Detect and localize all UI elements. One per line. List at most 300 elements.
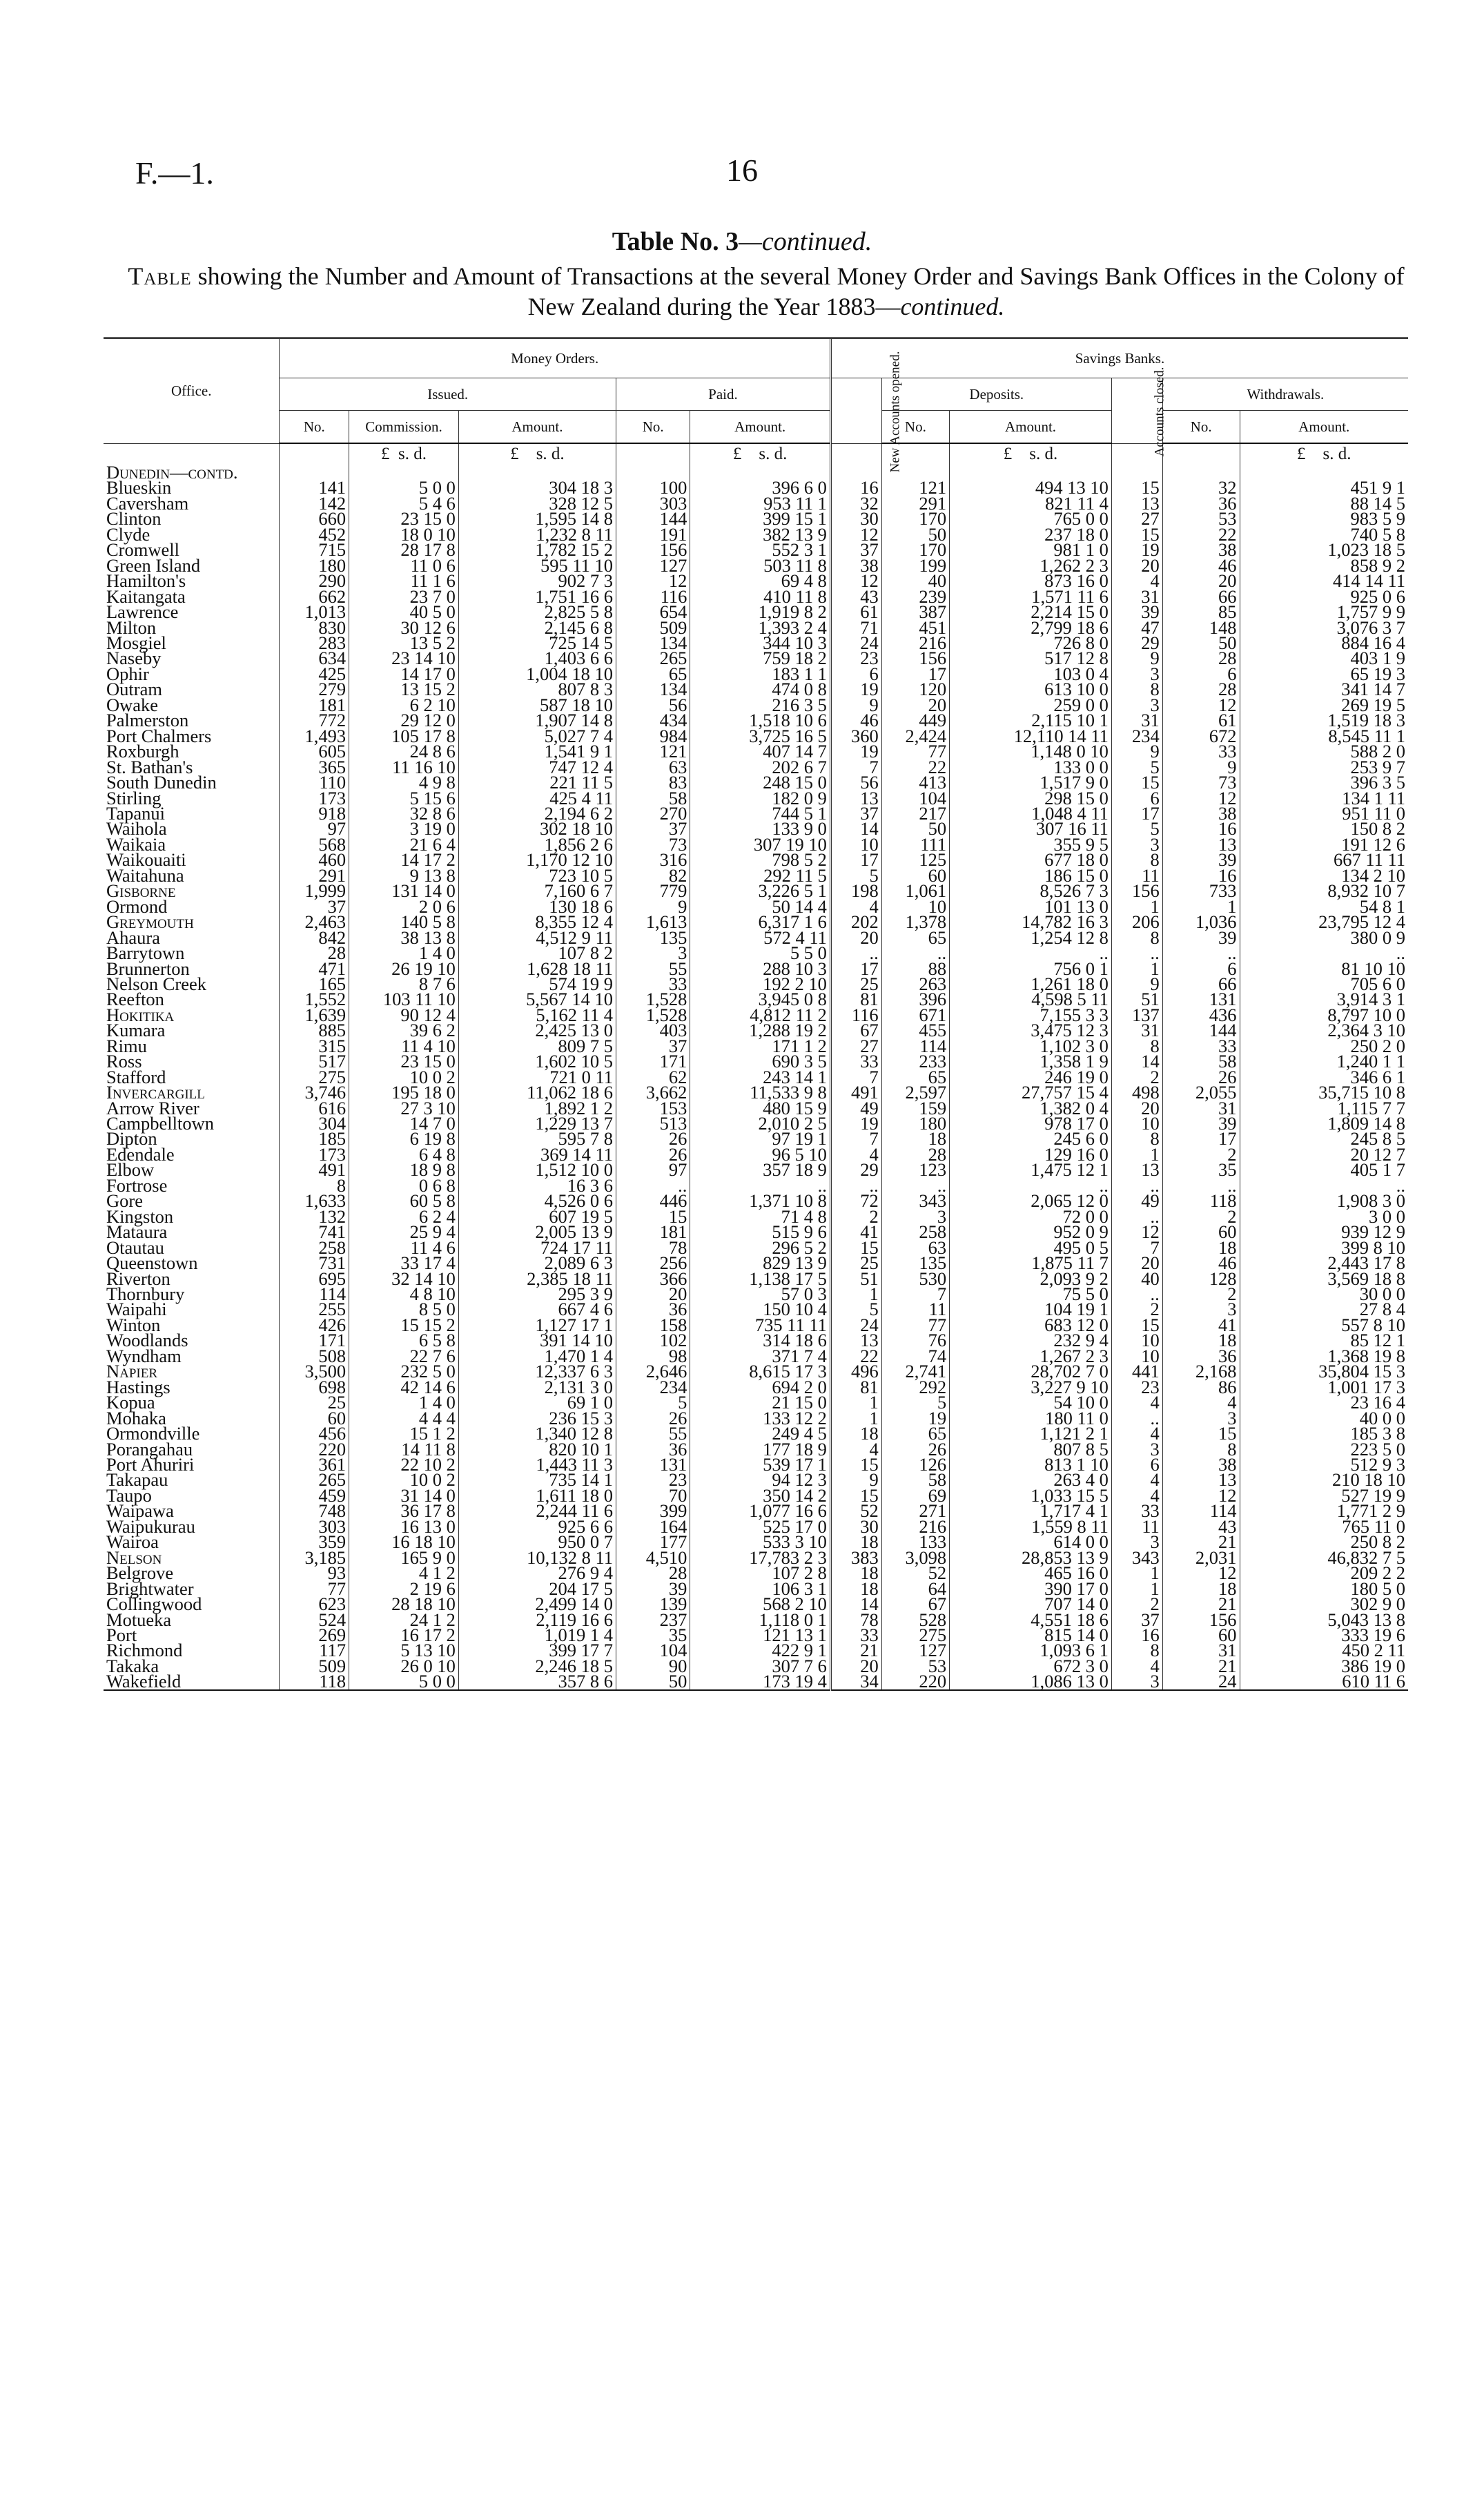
withdrawals-amount-cell: 3,076 3 7 xyxy=(1240,620,1408,635)
office-name: Gore xyxy=(106,1190,143,1212)
commission-cell: 5 4 6 xyxy=(349,496,459,511)
new-accounts-cell: 72 xyxy=(830,1193,881,1208)
paid-amount-cell: 744 5 1 xyxy=(690,806,831,821)
paid-no-cell: 100 xyxy=(616,480,690,495)
withdrawals-no-cell: 8 xyxy=(1162,1442,1240,1457)
commission-cell: 24 8 6 xyxy=(349,744,459,759)
new-accounts-cell: 38 xyxy=(830,558,881,573)
new-accounts-cell: 1 xyxy=(830,1411,881,1426)
paid-no-cell: 56 xyxy=(616,697,690,713)
paid-no-cell: 9 xyxy=(616,899,690,914)
paid-no-cell: 3 xyxy=(616,945,690,960)
paid-no-cell: 70 xyxy=(616,1488,690,1503)
accounts-closed-cell: 15 xyxy=(1111,480,1162,495)
paid-amount-cell: 121 13 1 xyxy=(690,1627,831,1642)
deposits-no-cell: 114 xyxy=(881,1038,949,1054)
new-accounts-cell: 20 xyxy=(830,930,881,945)
withdrawals-amount-cell: 3,569 18 8 xyxy=(1240,1271,1408,1286)
table-title-suffix: —continued. xyxy=(739,227,872,256)
deposits-no-cell: 120 xyxy=(881,681,949,697)
issued-amount-cell: 721 0 11 xyxy=(458,1069,616,1085)
accounts-closed-cell: 15 xyxy=(1111,775,1162,790)
paid-no-cell: 171 xyxy=(616,1054,690,1069)
paid-no-cell: 366 xyxy=(616,1271,690,1286)
new-accounts-cell: 78 xyxy=(830,1612,881,1627)
paid-no-cell: 144 xyxy=(616,511,690,526)
new-accounts-cell: 9 xyxy=(830,697,881,713)
issued-no-cell: 180 xyxy=(280,558,349,573)
deposits-no-cell: 396 xyxy=(881,991,949,1007)
withdrawals-no-cell: 53 xyxy=(1162,511,1240,526)
accounts-closed-cell: 13 xyxy=(1111,1162,1162,1177)
new-accounts-cell: 27 xyxy=(830,1038,881,1054)
office-name: Port Ahuriri xyxy=(106,1454,195,1475)
issued-amount-cell: 295 3 9 xyxy=(458,1286,616,1301)
withdrawals-amount-cell: 88 14 5 xyxy=(1240,496,1408,511)
new-accounts-header xyxy=(830,351,903,472)
issued-no-cell: 524 xyxy=(280,1612,349,1627)
deposits-amount-cell: 683 12 0 xyxy=(950,1317,1112,1332)
deposits-amount-cell: 465 16 0 xyxy=(950,1565,1112,1580)
withdrawals-no-cell: 21 xyxy=(1162,1534,1240,1549)
accounts-closed-cell: 10 xyxy=(1111,1116,1162,1131)
table-row xyxy=(104,1550,1408,1565)
paid-amount-cell: 539 17 1 xyxy=(690,1457,831,1472)
new-accounts-cell: 30 xyxy=(830,511,881,526)
withdrawals-amount-cell: 450 2 11 xyxy=(1240,1642,1408,1658)
accounts-closed-cell: 1 xyxy=(1111,1565,1162,1580)
withdrawals-amount-cell: 8,932 10 7 xyxy=(1240,883,1408,898)
accounts-closed-cell: 4 xyxy=(1111,1658,1162,1674)
paid-no-cell: 63 xyxy=(616,759,690,775)
office-name: Clyde xyxy=(106,523,150,545)
table-row xyxy=(104,791,1408,806)
table-row xyxy=(104,1085,1408,1100)
issued-amount-cell: 69 1 0 xyxy=(458,1395,616,1410)
deposits-amount-cell: 4,598 5 11 xyxy=(950,991,1112,1007)
deposits-no-cell: 74 xyxy=(881,1348,949,1364)
deposits-amount-cell: 54 10 0 xyxy=(950,1395,1112,1410)
new-accounts-cell: 9 xyxy=(830,1472,881,1487)
accounts-closed-cell: 8 xyxy=(1111,930,1162,945)
paid-no-cell: 37 xyxy=(616,1038,690,1054)
office-name: Greymouth xyxy=(106,911,194,933)
page-number: 16 xyxy=(726,153,758,188)
issued-amount-cell: 925 6 6 xyxy=(458,1519,616,1534)
office-name: South Dunedin xyxy=(106,772,217,793)
accounts-closed-cell: 4 xyxy=(1111,573,1162,588)
withdrawals-amount-cell: 884 16 4 xyxy=(1240,635,1408,650)
accounts-closed-cell: 17 xyxy=(1111,806,1162,821)
deposits-amount-cell: 3,227 9 10 xyxy=(950,1379,1112,1395)
issued-amount-cell: 1,628 18 11 xyxy=(458,961,616,976)
accounts-closed-cell: 29 xyxy=(1111,635,1162,650)
commission-cell: 14 7 0 xyxy=(349,1116,459,1131)
issued-amount-cell: 2,246 18 5 xyxy=(458,1658,616,1674)
new-accounts-cell: 17 xyxy=(830,961,881,976)
table-row xyxy=(104,650,1408,666)
commission-cell: 60 5 8 xyxy=(349,1193,459,1208)
withdrawals-no-cell: 66 xyxy=(1162,976,1240,991)
withdrawals-amount-cell: 2,443 17 8 xyxy=(1240,1255,1408,1270)
new-accounts-cell: 116 xyxy=(830,1007,881,1022)
paid-amount-cell: 1,118 0 1 xyxy=(690,1612,831,1627)
paid-amount-cell: 396 6 0 xyxy=(690,480,831,495)
accounts-closed-cell: 3 xyxy=(1111,666,1162,681)
table-row xyxy=(104,1519,1408,1534)
paid-no-cell: 1,528 xyxy=(616,1007,690,1022)
paid-no-cell: 36 xyxy=(616,1442,690,1457)
issued-amount-cell: 607 19 5 xyxy=(458,1209,616,1224)
commission-cell: 4 4 4 xyxy=(349,1411,459,1426)
paid-no-cell: 134 xyxy=(616,635,690,650)
deposits-no-cell: 156 xyxy=(881,650,949,666)
issued-amount-cell: 1,602 10 5 xyxy=(458,1054,616,1069)
new-accounts-cell: 23 xyxy=(830,650,881,666)
deposits-no-cell: 530 xyxy=(881,1271,949,1286)
withdrawals-no-cell: 1,036 xyxy=(1162,914,1240,929)
paid-no-cell: 135 xyxy=(616,930,690,945)
withdrawals-amount-cell: 253 9 7 xyxy=(1240,759,1408,775)
deposits-no-cell: 40 xyxy=(881,573,949,588)
table-title-text: Table No. 3 xyxy=(612,227,739,256)
deposits-no-cell: 10 xyxy=(881,899,949,914)
office-name: Lawrence xyxy=(106,601,179,623)
issued-amount-cell: 107 8 2 xyxy=(458,945,616,960)
commission-cell: 28 17 8 xyxy=(349,542,459,557)
new-accounts-cell: 360 xyxy=(830,728,881,744)
office-name: Port Chalmers xyxy=(106,725,212,746)
office-name: Kaitangata xyxy=(106,585,186,607)
issued-no-cell: 508 xyxy=(280,1348,349,1364)
paid-amount-cell: 69 4 8 xyxy=(690,573,831,588)
deposits-no-cell: 343 xyxy=(881,1193,949,1208)
deposits-amount-cell: 104 19 1 xyxy=(950,1301,1112,1317)
new-accounts-cell: 81 xyxy=(830,1379,881,1395)
issued-no-cell: 117 xyxy=(280,1642,349,1658)
issued-amount-cell: 1,127 17 1 xyxy=(458,1317,616,1332)
deposits-no-cell: 170 xyxy=(881,542,949,557)
withdrawals-no-cell: 85 xyxy=(1162,604,1240,619)
issued-amount-cell: 723 10 5 xyxy=(458,868,616,883)
paid-no-cell: 83 xyxy=(616,775,690,790)
withdrawals-amount-cell: 405 1 7 xyxy=(1240,1162,1408,1177)
paid-no-cell: 104 xyxy=(616,1642,690,1658)
withdrawals-no-cell: .. xyxy=(1162,1178,1240,1193)
table-caption xyxy=(117,261,1415,322)
paid-no-cell: 26 xyxy=(616,1131,690,1146)
new-accounts-cell: 1 xyxy=(830,1286,881,1301)
office-name: Green Island xyxy=(106,554,201,576)
withdrawals-no-cell: 3 xyxy=(1162,1301,1240,1317)
new-accounts-cell: 202 xyxy=(830,914,881,929)
withdrawals-no-cell: 156 xyxy=(1162,1612,1240,1627)
office-name: Caversham xyxy=(106,492,189,514)
issued-no-cell: 772 xyxy=(280,713,349,728)
issued-no-cell: 258 xyxy=(280,1240,349,1255)
new-accounts-cell: 21 xyxy=(830,1642,881,1658)
office-name: Stafford xyxy=(106,1066,166,1087)
withdrawals-amount-cell: 150 8 2 xyxy=(1240,821,1408,836)
new-accounts-cell: 19 xyxy=(830,1116,881,1131)
office-name: Wakefield xyxy=(106,1671,182,1692)
paid-amount-cell: 1,518 10 6 xyxy=(690,713,831,728)
new-accounts-cell: 13 xyxy=(830,1332,881,1348)
office-name: Brightwater xyxy=(106,1578,194,1599)
deposits-no-cell: 275 xyxy=(881,1627,949,1642)
paid-no-cell: 116 xyxy=(616,589,690,604)
issued-amount-cell: 16 3 6 xyxy=(458,1178,616,1193)
issued-no-cell: 165 xyxy=(280,976,349,991)
new-accounts-cell: 491 xyxy=(830,1085,881,1100)
paid-amount-cell: 307 19 10 xyxy=(690,837,831,852)
issued-no-cell: 715 xyxy=(280,542,349,557)
paid-amount-cell: 568 2 10 xyxy=(690,1596,831,1611)
paid-no-cell: 23 xyxy=(616,1472,690,1487)
issued-amount-cell: 1,019 1 4 xyxy=(458,1627,616,1642)
withdrawals-amount-cell: 35,715 10 8 xyxy=(1240,1085,1408,1100)
deposits-amount-cell: 245 6 0 xyxy=(950,1131,1112,1146)
commission-cell: 1 4 0 xyxy=(349,945,459,960)
paid-amount-cell: 314 18 6 xyxy=(690,1332,831,1348)
office-name: Waitahuna xyxy=(106,864,184,886)
paid-no-cell: 316 xyxy=(616,852,690,867)
withdrawals-amount-cell: 20 12 7 xyxy=(1240,1147,1408,1162)
commission-cell: 6 19 8 xyxy=(349,1131,459,1146)
deposits-no-cell: .. xyxy=(881,1178,949,1193)
office-name: Riverton xyxy=(106,1268,170,1289)
office-name: Mohaka xyxy=(106,1407,166,1428)
withdrawals-amount-cell: 341 14 7 xyxy=(1240,681,1408,697)
deposits-no-cell: 60 xyxy=(881,868,949,883)
new-accounts-cell: 198 xyxy=(830,883,881,898)
withdrawals-no-cell: 672 xyxy=(1162,728,1240,744)
commission-cell: 22 10 2 xyxy=(349,1457,459,1472)
new-accounts-cell: 1 xyxy=(830,1395,881,1410)
withdrawals-no-cell: 128 xyxy=(1162,1271,1240,1286)
issued-no-cell: 291 xyxy=(280,868,349,883)
deposits-amount-cell: 1,086 13 0 xyxy=(950,1674,1112,1689)
withdrawals-amount-cell: 396 3 5 xyxy=(1240,775,1408,790)
paid-no-cell: 12 xyxy=(616,573,690,588)
paid-amount-cell: 552 3 1 xyxy=(690,542,831,557)
withdrawals-amount-cell: 333 19 6 xyxy=(1240,1627,1408,1642)
deposits-no-cell: 111 xyxy=(881,837,949,852)
deposits-amount-cell: 1,261 18 0 xyxy=(950,976,1112,991)
deposits-no-cell: 77 xyxy=(881,1317,949,1332)
office-name: Ormond xyxy=(106,895,168,917)
new-accounts-cell: 18 xyxy=(830,1581,881,1596)
deposits-amount-cell: 1,048 4 11 xyxy=(950,806,1112,821)
paid-amount-cell: 410 11 8 xyxy=(690,589,831,604)
issued-amount-cell: 820 10 1 xyxy=(458,1442,616,1457)
accounts-closed-header xyxy=(1111,367,1167,456)
deposits-no-cell: 170 xyxy=(881,511,949,526)
issued-no-cell: 220 xyxy=(280,1442,349,1457)
withdrawals-amount-cell: 858 9 2 xyxy=(1240,558,1408,573)
paid-no-cell: 2,646 xyxy=(616,1364,690,1379)
withdrawals-no-cell: 12 xyxy=(1162,697,1240,713)
office-name: Ahaura xyxy=(106,927,160,948)
office-name: Fortrose xyxy=(106,1174,168,1196)
deposits-no-cell: 2,741 xyxy=(881,1364,949,1379)
withdrawals-no-cell: 35 xyxy=(1162,1162,1240,1177)
commission-cell: 31 14 0 xyxy=(349,1488,459,1503)
issued-no-cell: 93 xyxy=(280,1565,349,1580)
commission-cell: 11 16 10 xyxy=(349,759,459,775)
accounts-closed-cell: 4 xyxy=(1111,1395,1162,1410)
commission-cell: 40 5 0 xyxy=(349,604,459,619)
deposits-amount-cell: 672 3 0 xyxy=(950,1658,1112,1674)
office-name: Stirling xyxy=(106,787,162,808)
issued-amount-cell: 667 4 6 xyxy=(458,1301,616,1317)
commission-cell: 10 0 2 xyxy=(349,1472,459,1487)
issued-no-cell: 185 xyxy=(280,1131,349,1146)
table-row xyxy=(104,589,1408,604)
accounts-closed-cell: 10 xyxy=(1111,1332,1162,1348)
table-row xyxy=(104,1209,1408,1224)
withdrawals-no-cell: 4 xyxy=(1162,1395,1240,1410)
office-name: Wyndham xyxy=(106,1345,182,1366)
deposits-no-cell: 291 xyxy=(881,496,949,511)
withdrawals-no-cell: 28 xyxy=(1162,681,1240,697)
withdrawals-no-cell: 33 xyxy=(1162,1038,1240,1054)
withdrawals-no-cell: 46 xyxy=(1162,558,1240,573)
accounts-closed-cell: 31 xyxy=(1111,1022,1162,1038)
commission-cell: 42 14 6 xyxy=(349,1379,459,1395)
paid-no-cell: 33 xyxy=(616,976,690,991)
paid-no-cell: 158 xyxy=(616,1317,690,1332)
withdrawals-no-cell: 61 xyxy=(1162,713,1240,728)
issued-no-cell: 77 xyxy=(280,1581,349,1596)
paid-amount-cell: 71 4 8 xyxy=(690,1209,831,1224)
commission-cell: 14 17 0 xyxy=(349,666,459,681)
office-name: Dipton xyxy=(106,1128,157,1150)
office-name: Takaka xyxy=(106,1655,159,1676)
issued-no-cell: 605 xyxy=(280,744,349,759)
table-row xyxy=(104,945,1408,960)
accounts-closed-cell: 2 xyxy=(1111,1301,1162,1317)
withdrawals-amount-header: Amount. xyxy=(1240,411,1408,444)
accounts-closed-cell: 20 xyxy=(1111,558,1162,573)
withdrawals-no-cell: 436 xyxy=(1162,1007,1240,1022)
accounts-closed-cell: 4 xyxy=(1111,1426,1162,1441)
issued-no-cell: 471 xyxy=(280,961,349,976)
deposits-no-cell: 64 xyxy=(881,1581,949,1596)
issued-amount-cell: 5,567 14 10 xyxy=(458,991,616,1007)
issued-amount-cell: 130 18 6 xyxy=(458,899,616,914)
issued-no-cell: 452 xyxy=(280,527,349,542)
deposits-amount-cell: 707 14 0 xyxy=(950,1596,1112,1611)
deposits-no-cell: 1,378 xyxy=(881,914,949,929)
office-name: Collingwood xyxy=(106,1593,202,1615)
issued-amount-cell: 276 9 4 xyxy=(458,1565,616,1580)
paid-no-cell: 97 xyxy=(616,1162,690,1177)
withdrawals-no-cell: 46 xyxy=(1162,1255,1240,1270)
office-name: Thornbury xyxy=(106,1283,185,1305)
paid-no-cell: 39 xyxy=(616,1581,690,1596)
deposits-no-cell: 455 xyxy=(881,1022,949,1038)
withdrawals-amount-cell: .. xyxy=(1240,945,1408,960)
deposits-no-cell: 5 xyxy=(881,1395,949,1410)
table-row xyxy=(104,1364,1408,1379)
table-row xyxy=(104,1642,1408,1658)
withdrawals-no-header: No. xyxy=(1162,411,1240,444)
withdrawals-amount-cell: 588 2 0 xyxy=(1240,744,1408,759)
accounts-closed-cell: 2 xyxy=(1111,1069,1162,1085)
accounts-closed-cell: 20 xyxy=(1111,1255,1162,1270)
office-name: Otautau xyxy=(106,1237,164,1258)
withdrawals-no-cell: 17 xyxy=(1162,1131,1240,1146)
issued-amount-cell: 1,232 8 11 xyxy=(458,527,616,542)
withdrawals-amount-cell: 512 9 3 xyxy=(1240,1457,1408,1472)
issued-amount-cell: 1,892 1 2 xyxy=(458,1101,616,1116)
paid-amount-cell: 474 0 8 xyxy=(690,681,831,697)
issued-no-cell: 28 xyxy=(280,945,349,960)
office-name: Outram xyxy=(106,679,162,700)
issued-no-cell: 616 xyxy=(280,1101,349,1116)
table-row xyxy=(104,511,1408,526)
deposits-amount-cell: 28,702 7 0 xyxy=(950,1364,1112,1379)
issued-amount-cell: 809 7 5 xyxy=(458,1038,616,1054)
paid-no-cell: 270 xyxy=(616,806,690,821)
deposits-amount-cell: 390 17 0 xyxy=(950,1581,1112,1596)
withdrawals-amount-cell: .. xyxy=(1240,1178,1408,1193)
withdrawals-no-cell: 39 xyxy=(1162,930,1240,945)
deposits-amount-cell: 14,782 16 3 xyxy=(950,914,1112,929)
issued-no-cell: 142 xyxy=(280,496,349,511)
deposits-amount-cell: 952 0 9 xyxy=(950,1224,1112,1239)
commission-cell: 33 17 4 xyxy=(349,1255,459,1270)
paid-amount-cell: 3,226 5 1 xyxy=(690,883,831,898)
table-row xyxy=(104,573,1408,588)
paid-amount-cell: 192 2 10 xyxy=(690,976,831,991)
office-column-header: Office. xyxy=(104,338,280,444)
withdrawals-amount-cell: 1,908 3 0 xyxy=(1240,1193,1408,1208)
issued-amount-cell: 574 19 9 xyxy=(458,976,616,991)
new-accounts-cell: .. xyxy=(830,1178,881,1193)
issued-no-cell: 695 xyxy=(280,1271,349,1286)
new-accounts-cell: 41 xyxy=(830,1224,881,1239)
issued-amount-cell: 1,340 12 8 xyxy=(458,1426,616,1441)
withdrawals-no-cell: 66 xyxy=(1162,589,1240,604)
new-accounts-cell: 19 xyxy=(830,681,881,697)
withdrawals-no-cell: 60 xyxy=(1162,1627,1240,1642)
accounts-closed-cell: 15 xyxy=(1111,527,1162,542)
paid-no-cell: .. xyxy=(616,1178,690,1193)
deposits-no-cell: 180 xyxy=(881,1116,949,1131)
deposits-no-cell: 220 xyxy=(881,1674,949,1689)
office-name: Hamilton's xyxy=(106,570,186,592)
withdrawals-no-cell: 18 xyxy=(1162,1332,1240,1348)
paid-no-cell: 55 xyxy=(616,961,690,976)
table-row xyxy=(104,1612,1408,1627)
issued-no-cell: 173 xyxy=(280,1147,349,1162)
paid-no-cell: 156 xyxy=(616,542,690,557)
withdrawals-no-cell: 32 xyxy=(1162,480,1240,495)
paid-amount-cell: 4,812 11 2 xyxy=(690,1007,831,1022)
withdrawals-amount-cell: 1,771 2 9 xyxy=(1240,1503,1408,1518)
table-row xyxy=(104,558,1408,573)
issued-amount-cell: 725 14 5 xyxy=(458,635,616,650)
commission-cell: 103 11 10 xyxy=(349,991,459,1007)
new-accounts-cell: 18 xyxy=(830,1565,881,1580)
deposits-amount-cell: 298 15 0 xyxy=(950,791,1112,806)
deposits-amount-cell: 2,093 9 2 xyxy=(950,1271,1112,1286)
paid-amount-cell: 150 10 4 xyxy=(690,1301,831,1317)
deposits-amount-cell: 101 13 0 xyxy=(950,899,1112,914)
issued-no-cell: 426 xyxy=(280,1317,349,1332)
